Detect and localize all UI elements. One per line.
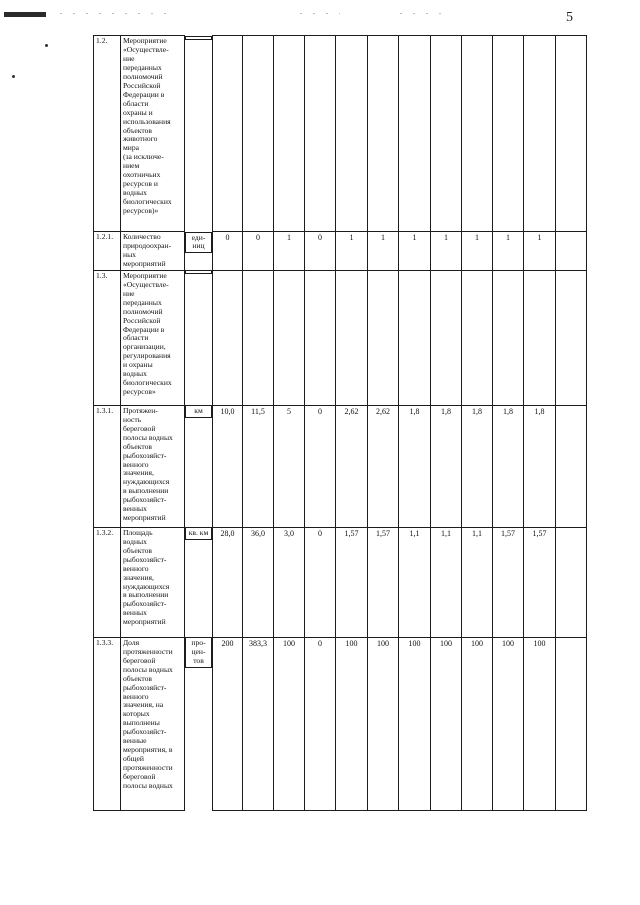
value-cell: 5 (274, 405, 305, 527)
value-cell: 0 (305, 232, 336, 271)
value-cell: 1,8 (462, 405, 493, 527)
indicator-name-text: Доля протяженности береговой полосы водных объектов рыбохозяйст- венного значения, на которых выполнены рыбохозяйст- венные мероприятия, в общей протяженности береговой полосы водных (123, 637, 173, 791)
value-cell: 1,57 (493, 527, 524, 637)
value-cell: 0 (305, 527, 336, 637)
page-number: 5 (566, 10, 573, 25)
indicator-name (121, 405, 185, 527)
value-cell (305, 36, 336, 232)
table-row (94, 36, 587, 232)
value-cell: 383,3 (243, 637, 274, 810)
value-cell (556, 405, 587, 527)
value-cell (399, 270, 431, 405)
indicator-name (121, 637, 185, 810)
value-cell: 0 (305, 405, 336, 527)
value-cell: 36,0 (243, 527, 274, 637)
value-cell: 28,0 (213, 527, 243, 637)
value-cell: 200 (213, 637, 243, 810)
table-row (94, 637, 587, 810)
value-cell (524, 36, 556, 232)
value-cell (368, 270, 399, 405)
row-number: 1.3. (94, 270, 121, 405)
indicator-name-text: Мероприятие «Осуществле- ние переданных полномочий Российской Федерации в области организации, регулирования и охраны водных биологических ресурсов» (123, 270, 172, 397)
scan-speck (45, 44, 48, 47)
value-cell: 10,0 (213, 405, 243, 527)
value-cell: 100 (399, 637, 431, 810)
indicator-name-text: Количество природоохран- ных мероприятий (123, 232, 172, 268)
value-cell: 0 (243, 232, 274, 271)
unit-cell: про- цен- тов (185, 637, 212, 668)
value-cell: 1,8 (493, 405, 524, 527)
row-number: 1.2. (94, 36, 121, 232)
value-cell (524, 270, 556, 405)
value-cell: 1 (274, 232, 305, 271)
value-cell (213, 270, 243, 405)
value-cell (431, 36, 462, 232)
value-cell (213, 36, 243, 232)
unit-cell (185, 270, 212, 274)
value-cell: 1,8 (431, 405, 462, 527)
indicator-name (121, 527, 185, 637)
value-cell: 100 (431, 637, 462, 810)
value-cell: 1,1 (462, 527, 493, 637)
value-cell (462, 36, 493, 232)
value-cell (368, 36, 399, 232)
value-cell (493, 36, 524, 232)
table-row (94, 527, 587, 637)
indicator-name (121, 36, 185, 232)
value-cell (274, 270, 305, 405)
value-cell (305, 270, 336, 405)
value-cell (556, 527, 587, 637)
value-cell: 2,62 (368, 405, 399, 527)
value-cell (243, 36, 274, 232)
value-cell: 1,8 (399, 405, 431, 527)
value-cell: 1,8 (524, 405, 556, 527)
value-cell: 0 (213, 232, 243, 271)
value-cell (274, 36, 305, 232)
value-cell: 1 (368, 232, 399, 271)
value-cell (336, 36, 368, 232)
value-cell (243, 270, 274, 405)
value-cell: 100 (368, 637, 399, 810)
value-cell: 1 (399, 232, 431, 271)
value-cell: 1 (462, 232, 493, 271)
scan-dots (400, 13, 450, 14)
indicator-name (121, 232, 185, 271)
unit-cell (185, 36, 212, 40)
row-number: 1.3.1. (94, 405, 121, 527)
value-cell: 3,0 (274, 527, 305, 637)
indicator-name-text: Мероприятие «Осуществле- ние переданных полномочий Российской Федерации в области охраны и использования объектов животного мира (за исключе- нием охотничьих ресурсов и водных биологических ресурсов)» (123, 36, 172, 216)
value-cell (556, 36, 587, 232)
value-cell (431, 270, 462, 405)
value-cell (462, 270, 493, 405)
value-cell: 1,57 (336, 527, 368, 637)
scan-corner-mark (4, 12, 46, 17)
value-cell: 11,5 (243, 405, 274, 527)
value-cell: 1 (336, 232, 368, 271)
indicator-name (121, 270, 185, 405)
value-cell: 100 (274, 637, 305, 810)
unit-cell: кв. км (185, 527, 212, 540)
unit-cell: еди- ниц (185, 232, 212, 254)
unit-cell: км (185, 405, 212, 418)
value-cell: 100 (524, 637, 556, 810)
scan-dots (300, 13, 340, 14)
table-row (94, 232, 587, 271)
row-number: 1.2.1. (94, 232, 121, 271)
scan-dots (60, 13, 170, 14)
value-cell: 1 (524, 232, 556, 271)
value-cell: 1,1 (431, 527, 462, 637)
row-number: 1.3.2. (94, 527, 121, 637)
value-cell: 2,62 (336, 405, 368, 527)
value-cell: 1 (493, 232, 524, 271)
indicator-name-text: Протяжен- ность береговой полосы водных объектов рыбохозяйст- венного значения, нуждающихся в выполнении рыбохозяйст- венных мероприятий (123, 405, 173, 523)
value-cell (399, 36, 431, 232)
value-cell: 0 (305, 637, 336, 810)
value-cell: 100 (336, 637, 368, 810)
value-cell: 1,57 (524, 527, 556, 637)
value-cell: 1,1 (399, 527, 431, 637)
value-cell: 1,57 (368, 527, 399, 637)
value-cell: 100 (462, 637, 493, 810)
value-cell: 100 (493, 637, 524, 810)
value-cell (493, 270, 524, 405)
table-row (94, 405, 587, 527)
value-cell (336, 270, 368, 405)
indicators-table (93, 35, 587, 811)
value-cell (556, 637, 587, 810)
table-row (94, 270, 587, 405)
indicator-name-text: Площадь водных объектов рыбохозяйст- венного значения, нуждающихся в выполнении рыбохозяйст- венных мероприятий (123, 527, 170, 627)
value-cell: 1 (431, 232, 462, 271)
value-cell (556, 270, 587, 405)
row-number: 1.3.3. (94, 637, 121, 810)
scan-speck (12, 75, 15, 78)
value-cell (556, 232, 587, 271)
